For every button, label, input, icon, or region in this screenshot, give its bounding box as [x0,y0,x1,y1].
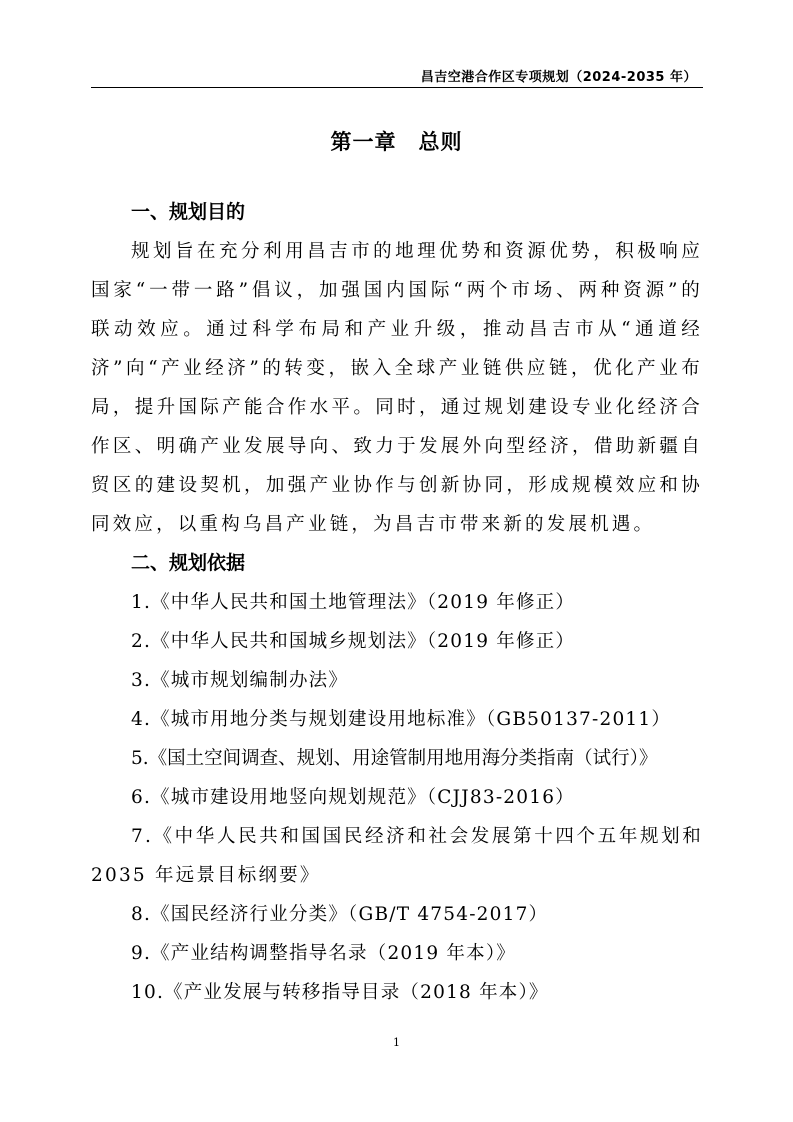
section-heading-basis: 二、规划依据 [131,552,246,574]
reference-list [91,583,703,1012]
reference-item: 1.《中华人民共和国土地管理法》（2019 年修正） [131,592,576,613]
reference-item: 5.《国土空间调查、规划、用途管制用地用海分类指南（试行）》 [131,748,658,769]
chapter-title: 第一章 总则 [330,130,463,154]
section-heading-purpose: 一、规划目的 [131,201,246,223]
reference-item: 6.《城市建设用地竖向规划规范》（CJJ83-2016） [131,787,575,808]
body-content [91,193,703,1012]
running-header: 昌吉空港合作区专项规划（2024-2035 年） [420,70,697,85]
reference-item: 4.《城市用地分类与规划建设用地标准》（GB50137-2011） [131,709,672,730]
reference-item: 8.《国民经济行业分类》（GB/T 4754-2017） [131,904,549,925]
purpose-paragraph: 规划旨在充分利用昌吉市的地理优势和资源优势，积极响应国家“一带一路”倡议，加强国内国际“两个市场、两种资源”的联动效应。通过科学布局和产业升级，推动昌吉市从“通道经济”向“产业经济”的转变，嵌入全球产业链供应链，优化产业布局，提升国际产能合作水平。同时，通过规划建设专业化经济合作区、明确产业发展导向、致力于发展外向型经济，借助新疆自贸区的建设契机，加强产业协作与创新协同，形成规模效应和协同效应，以重构乌昌产业链，为昌吉市带来新的发展机遇。 [91,241,703,535]
reference-item: 7.《中华人民共和国国民经济和社会发展第十四个五年规划和2035 年远景目标纲要》 [91,826,703,886]
reference-item: 2.《中华人民共和国城乡规划法》（2019 年修正） [131,631,576,652]
page-number: 1 [393,1036,400,1049]
reference-item: 9.《产业结构调整指导名录（2019 年本）》 [131,943,516,964]
header-rule [91,87,703,88]
reference-item: 3.《城市规划编制办法》 [131,670,349,691]
reference-item: 10.《产业发展与转移指导目录（2018 年本）》 [131,982,549,1003]
